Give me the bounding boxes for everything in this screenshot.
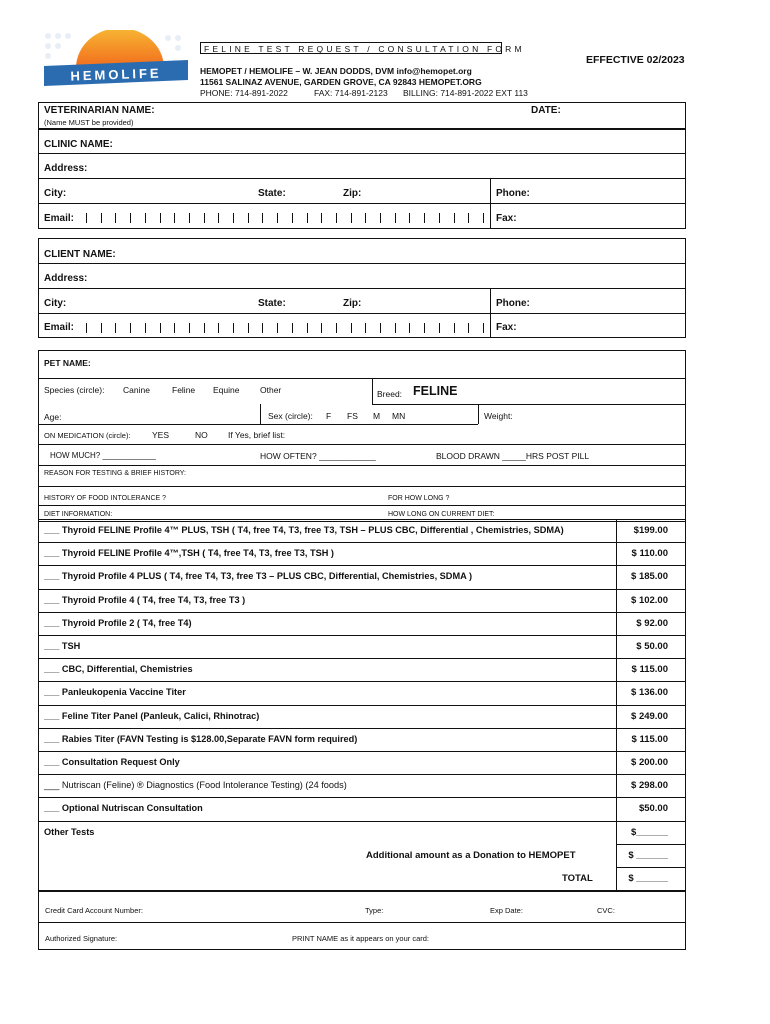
test-option[interactable]: ___ Feline Titer Panel (Panleuk, Calici, Rhinotrac): [44, 710, 260, 721]
test-price: $ 115.00: [631, 664, 668, 676]
email-box-divider: [336, 323, 337, 333]
sex-m[interactable]: M: [373, 411, 381, 421]
client-fax-label: Fax:: [496, 322, 517, 333]
test-price: $ 185.00: [631, 571, 668, 583]
email-box-divider: [101, 323, 102, 333]
email-box-divider: [454, 213, 455, 223]
test-price: $______: [631, 826, 668, 838]
test-option[interactable]: ___ Optional Nutriscan Consultation: [44, 803, 203, 814]
effective-date: EFFECTIVE 02/2023: [586, 54, 685, 66]
email-box-divider: [218, 213, 219, 223]
email-box-divider: [439, 213, 440, 223]
clinic-address-label: Address:: [44, 163, 88, 174]
email-box-divider: [380, 213, 381, 223]
email-box-divider: [145, 213, 146, 223]
header-line-1: HEMOPET / HEMOLIFE – W. JEAN DODDS, DVM info@hemopet.org: [200, 66, 472, 76]
test-price: $ 102.00: [631, 594, 668, 606]
test-price: $ 110.00: [631, 548, 668, 560]
header-billing: BILLING: 714-891-2022 EXT 113: [403, 88, 528, 98]
date-label: DATE:: [531, 105, 561, 116]
food-history-label: HISTORY OF FOOD INTOLERANCE ?: [44, 495, 167, 502]
email-box-divider: [277, 323, 278, 333]
for-how-long-label: FOR HOW LONG ?: [388, 495, 450, 502]
blood-drawn-label: BLOOD DRAWN _____HRS POST PILL: [436, 451, 590, 461]
clinic-fax-label: Fax:: [496, 213, 517, 224]
cvc-label[interactable]: CVC:: [597, 906, 615, 915]
species-label: Species (circle):: [44, 385, 105, 395]
email-box-divider: [218, 323, 219, 333]
email-box-divider: [174, 323, 175, 333]
email-box-divider: [160, 213, 161, 223]
email-box-divider: [101, 213, 102, 223]
how-much-label: HOW MUCH? ____________: [50, 451, 156, 460]
email-box-divider: [248, 323, 249, 333]
weight-label: Weight:: [484, 411, 513, 421]
client-city-label: City:: [44, 298, 67, 309]
test-price: $ 200.00: [631, 757, 668, 768]
email-box-divider: [424, 323, 425, 333]
client-name-label: CLIENT NAME:: [44, 249, 116, 260]
breed-value: FELINE: [413, 384, 458, 398]
age-label: Age:: [44, 412, 62, 422]
client-phone-label: Phone:: [496, 298, 530, 309]
email-box-divider: [365, 213, 366, 223]
email-box-divider: [307, 213, 308, 223]
clinic-zip-label: Zip:: [343, 188, 362, 199]
print-name-label[interactable]: PRINT NAME as it appears on your card:: [292, 934, 429, 943]
medication-yes[interactable]: YES: [152, 430, 170, 440]
logo-text: HEMOLIFE: [70, 65, 162, 84]
email-box-divider: [262, 213, 263, 223]
total-label: TOTAL: [562, 873, 593, 884]
test-price: $ 298.00: [631, 780, 668, 792]
email-box-divider: [439, 323, 440, 333]
form-title: FELINE TEST REQUEST / CONSULTATION FORM: [200, 42, 502, 54]
test-option[interactable]: ___ Thyroid Profile 4 ( T4, free T4, T3, free T3 ): [44, 594, 246, 605]
sex-fs[interactable]: FS: [347, 411, 358, 421]
email-box-divider: [174, 213, 175, 223]
sex-f[interactable]: F: [326, 411, 332, 421]
email-box-divider: [321, 213, 322, 223]
client-state-label: State:: [258, 298, 286, 309]
client-email-boxes[interactable]: [86, 322, 486, 334]
species-equine[interactable]: Equine: [213, 385, 240, 395]
email-box-divider: [336, 213, 337, 223]
medication-if-yes: If Yes, brief list:: [228, 430, 286, 440]
email-box-divider: [86, 213, 87, 223]
test-option[interactable]: ___ Thyroid Profile 4 PLUS ( T4, free T4, T3, free T3 – PLUS CBC, Differential, Chemistries, SDMA ): [44, 571, 473, 582]
test-option[interactable]: Other Tests: [44, 826, 95, 837]
test-option[interactable]: ___ TSH: [44, 641, 81, 651]
email-box-divider: [483, 323, 484, 333]
clinic-name-label: CLINIC NAME:: [44, 139, 113, 150]
reason-label: REASON FOR TESTING & BRIEF HISTORY:: [44, 470, 186, 477]
species-canine[interactable]: Canine: [123, 385, 150, 395]
email-box-divider: [233, 323, 234, 333]
email-box-divider: [395, 213, 396, 223]
email-box-divider: [86, 323, 87, 333]
test-option[interactable]: ___ CBC, Differential, Chemistries: [44, 664, 193, 675]
diet-info-label: DIET INFORMATION:: [44, 511, 113, 518]
email-box-divider: [292, 323, 293, 333]
email-box-divider: [292, 213, 293, 223]
test-option[interactable]: ___ Panleukopenia Vaccine Titer: [44, 687, 186, 698]
email-box-divider: [409, 213, 410, 223]
donation-price[interactable]: $ ______: [628, 850, 668, 861]
email-box-divider: [204, 213, 205, 223]
test-price: $ 50.00: [636, 641, 668, 652]
medication-label: ON MEDICATION (circle):: [44, 431, 131, 440]
sex-mn[interactable]: MN: [392, 411, 406, 421]
clinic-phone-label: Phone:: [496, 188, 530, 199]
email-box-divider: [365, 323, 366, 333]
email-box-divider: [395, 323, 396, 333]
credit-card-label[interactable]: Credit Card Account Number:: [45, 906, 143, 915]
header-line-2: 11561 SALINAZ AVENUE, GARDEN GROVE, CA 92843 HEMOPET.ORG: [200, 77, 482, 87]
header-fax: FAX: 714-891-2123: [314, 88, 388, 98]
email-box-divider: [189, 213, 190, 223]
email-box-divider: [115, 323, 116, 333]
test-price: $ 136.00: [631, 687, 668, 699]
hemolife-logo: [42, 30, 190, 94]
how-often-label: HOW OFTEN? ____________: [260, 451, 376, 461]
test-price: $ 249.00: [631, 710, 668, 722]
card-type-label[interactable]: Type:: [365, 906, 384, 915]
email-box-divider: [262, 323, 263, 333]
donation-label: Additional amount as a Donation to HEMOPET: [366, 850, 576, 861]
test-option[interactable]: ___ Nutriscan (Feline) ® Diagnostics (Food Intolerance Testing) (24 foods): [44, 780, 347, 791]
email-box-divider: [468, 213, 469, 223]
email-box-divider: [189, 323, 190, 333]
species-other[interactable]: Other: [260, 385, 282, 395]
header-phone: PHONE: 714-891-2022: [200, 88, 288, 98]
email-box-divider: [468, 323, 469, 333]
veterinarian-name-note: (Name MUST be provided): [44, 118, 134, 127]
email-box-divider: [204, 323, 205, 333]
clinic-state-label: State:: [258, 188, 286, 199]
clinic-email-boxes[interactable]: [86, 212, 486, 224]
test-option[interactable]: ___ Thyroid FELINE Profile 4™,TSH ( T4, free T4, T3, free T3, TSH ): [44, 548, 334, 559]
email-box-divider: [409, 323, 410, 333]
email-box-divider: [307, 323, 308, 333]
email-box-divider: [130, 213, 131, 223]
test-option[interactable]: ___ Thyroid Profile 2 ( T4, free T4): [44, 617, 192, 628]
email-box-divider: [277, 213, 278, 223]
total-price[interactable]: $ ______: [628, 873, 668, 884]
email-box-divider: [483, 213, 484, 223]
breed-label: Breed:: [377, 389, 403, 399]
email-box-divider: [351, 213, 352, 223]
medication-no[interactable]: NO: [195, 430, 208, 440]
pet-name-label: PET NAME:: [44, 358, 91, 368]
email-box-divider: [145, 323, 146, 333]
sex-label: Sex (circle):: [268, 411, 313, 421]
test-option[interactable]: ___ Consultation Request Only: [44, 757, 180, 767]
email-box-divider: [160, 323, 161, 333]
email-box-divider: [380, 323, 381, 333]
client-zip-label: Zip:: [343, 298, 362, 309]
veterinarian-name-label: VETERINARIAN NAME:: [44, 105, 155, 116]
test-price: $199.00: [633, 525, 668, 536]
test-price: $50.00: [638, 803, 668, 815]
signature-label[interactable]: Authorized Signature:: [45, 934, 118, 943]
test-option[interactable]: ___ Thyroid FELINE Profile 4™ PLUS, TSH ( T4, free T4, T3, free T3, TSH – PLUS CBC, Differential , Chemistries, SDMA): [44, 525, 564, 535]
email-box-divider: [321, 323, 322, 333]
client-email-label: Email:: [44, 322, 75, 333]
test-price: $ 92.00: [636, 617, 668, 629]
client-address-label: Address:: [44, 273, 88, 284]
email-box-divider: [115, 213, 116, 223]
email-box-divider: [424, 213, 425, 223]
email-box-divider: [233, 213, 234, 223]
email-box-divider: [130, 323, 131, 333]
clinic-email-label: Email:: [44, 213, 75, 224]
test-option[interactable]: ___ Rabies Titer (FAVN Testing is $128.00,Separate FAVN form required): [44, 733, 358, 744]
clinic-city-label: City:: [44, 188, 67, 199]
email-box-divider: [351, 323, 352, 333]
test-price: $ 115.00: [631, 733, 668, 745]
email-box-divider: [454, 323, 455, 333]
exp-date-label[interactable]: Exp Date:: [490, 906, 523, 915]
species-feline[interactable]: Feline: [172, 385, 196, 395]
how-long-diet-label: HOW LONG ON CURRENT DIET:: [388, 511, 495, 518]
email-box-divider: [248, 213, 249, 223]
